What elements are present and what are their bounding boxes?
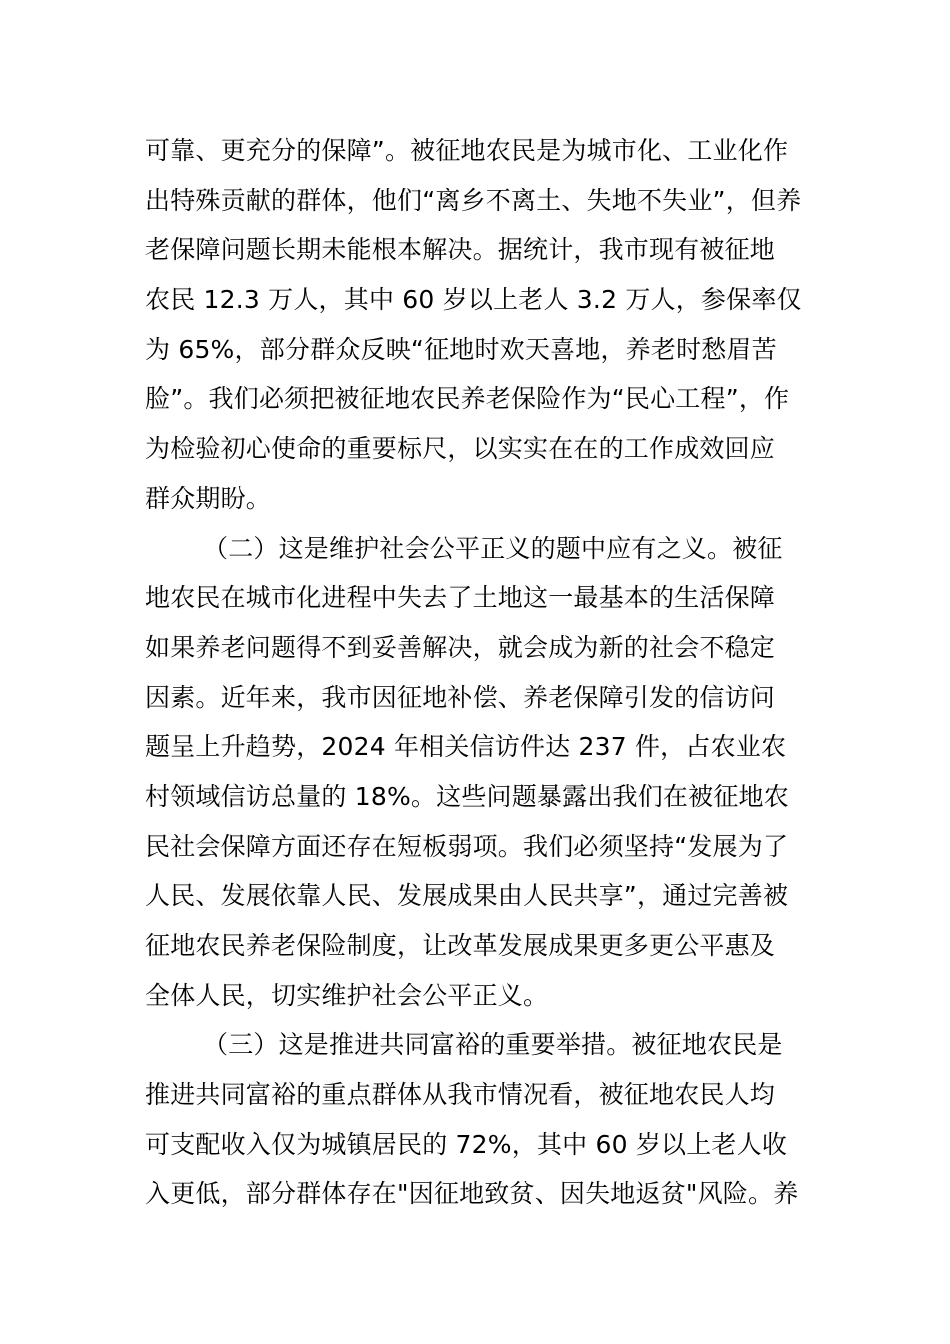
- text-line: 入更低，部分群体存在"因征地致贫、因失地返贫"风险。养: [145, 1179, 799, 1209]
- text-line: 民社会保障方面还存在短板弱项。我们必须坚持“发展为了: [145, 831, 789, 861]
- text-line: 农民 12.3 万人，其中 60 岁以上老人 3.2 万人，参保率仅: [145, 285, 802, 315]
- text-line: 因素。近年来，我市因征地补偿、养老保障引发的信访问: [145, 682, 776, 712]
- text-line: 群众期盼。: [145, 483, 272, 513]
- text-line: 为检验初心使命的重要标尺，以实实在在的工作成效回应: [145, 434, 776, 464]
- text-line: 推进共同富裕的重点群体从我市情况看，被征地农民人均: [145, 1080, 776, 1110]
- text-line: 征地农民养老保险制度，让改革发展成果更多更公平惠及: [145, 931, 776, 960]
- text-line: 全体人民，切实维护社会公平正义。: [145, 980, 549, 1010]
- text-line: 脸”。我们必须把被征地农民养老保险作为“民心工程”，作: [145, 384, 790, 414]
- text-line: 出特殊贡献的群体，他们“离乡不离土、失地不失业”，但养: [145, 185, 802, 215]
- text-line: 老保障问题长期未能根本解决。据统计，我市现有被征地: [145, 235, 776, 265]
- text-line: 人民、发展依靠人民、发展成果由人民共享”，通过完善被: [145, 881, 789, 911]
- text-line: 村领域信访总量的 18%。这些问题暴露出我们在被征地农: [145, 781, 789, 811]
- text-line: 题呈上升趋势，2024 年相关信访件达 237 件，占农业农: [145, 732, 787, 762]
- text-line: 可靠、更充分的保障”。被征地农民是为城市化、工业化作: [145, 136, 789, 165]
- section-heading-line: （三）这是推进共同富裕的重要举措。被征地农民是: [203, 1030, 783, 1060]
- text-line: 如果养老问题得不到妥善解决，就会成为新的社会不稳定: [145, 632, 776, 662]
- text-line: 为 65%，部分群众反映“征地时欢天喜地，养老时愁眉苦: [145, 334, 777, 364]
- body-text: [145, 126, 810, 1219]
- section-heading-line: （二）这是维护社会公平正义的题中应有之义。被征: [203, 533, 783, 563]
- text-line: 地农民在城市化进程中失去了土地这一最基本的生活保障: [145, 583, 776, 613]
- text-line: 可支配收入仅为城镇居民的 72%，其中 60 岁以上老人收: [145, 1129, 788, 1159]
